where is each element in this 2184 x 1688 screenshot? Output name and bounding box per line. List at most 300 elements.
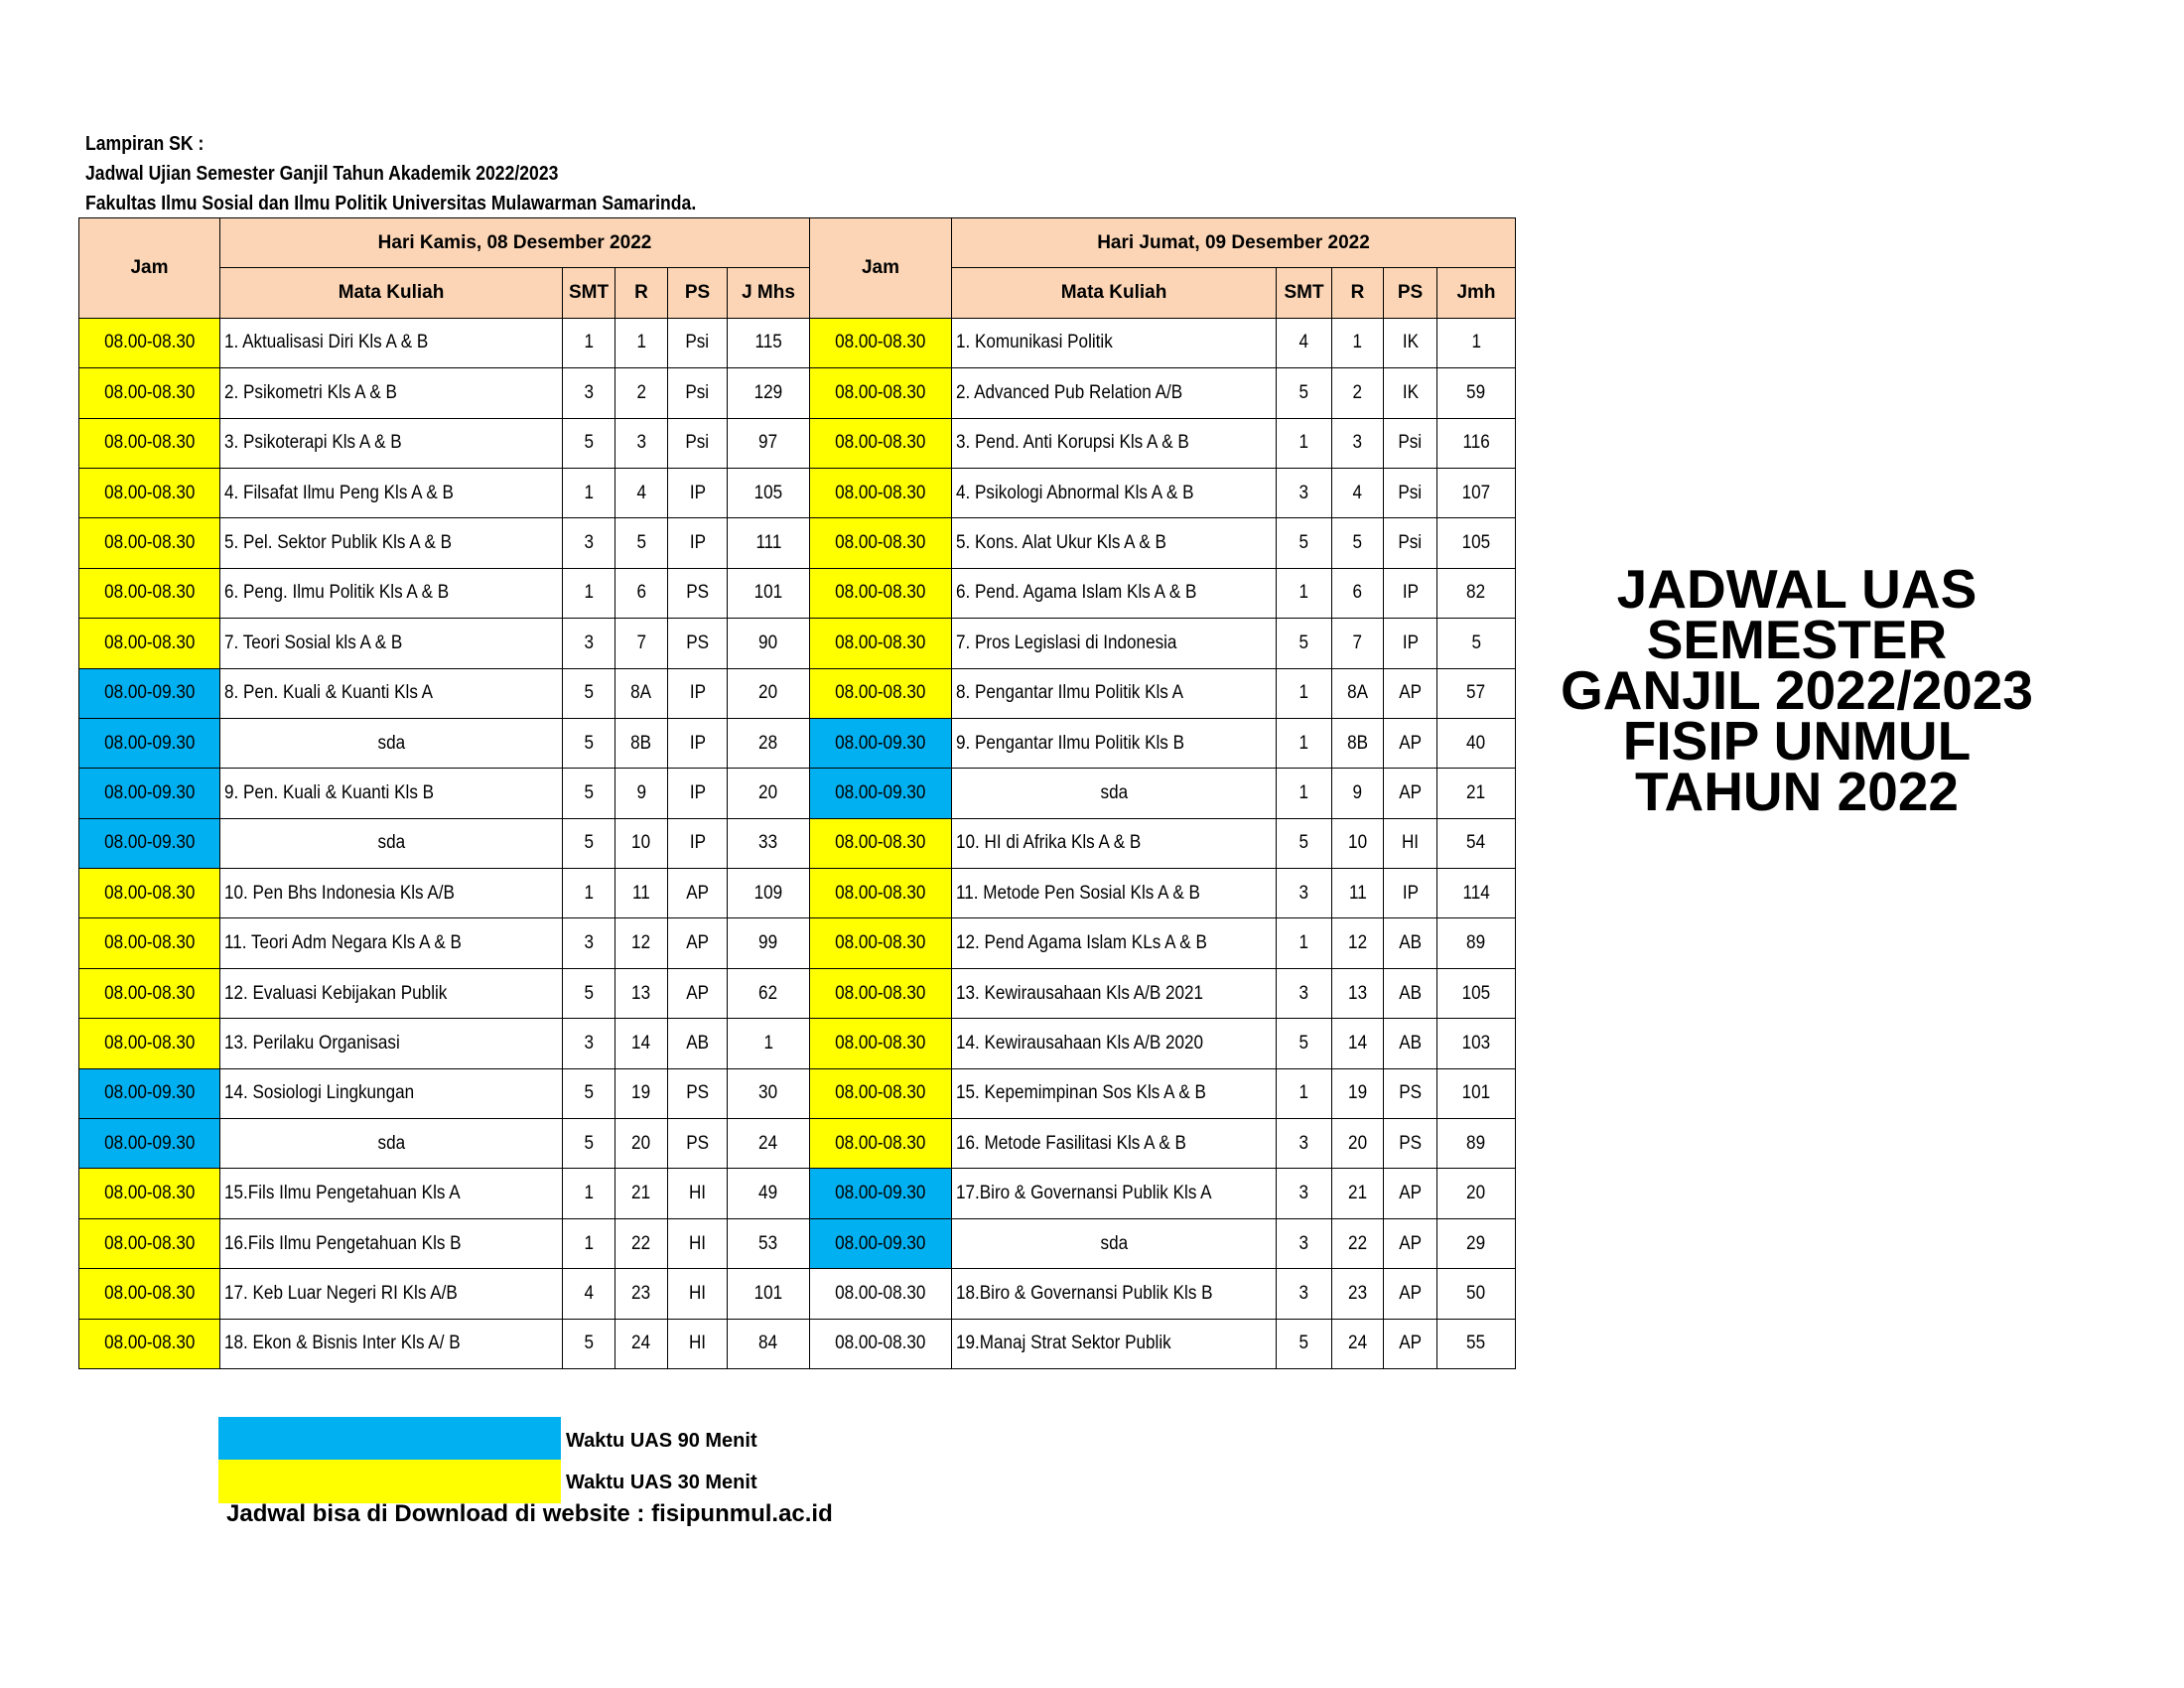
col-header: PS <box>668 268 728 318</box>
course-name: 13. Perilaku Organisasi <box>224 1032 400 1054</box>
course-name: 11. Teori Adm Negara Kls A & B <box>224 932 462 954</box>
course-cell <box>220 468 563 517</box>
course-cell <box>952 418 1277 468</box>
cell-value: 28 <box>758 732 778 754</box>
header-line-3: Fakultas Ilmu Sosial dan Ilmu Politik Universitas Mulawarman Samarinda. <box>85 193 697 214</box>
course-cell <box>220 668 563 718</box>
legend-label-90: Waktu UAS 90 Menit <box>566 1430 757 1452</box>
cell-value: 5 <box>584 781 594 803</box>
cell-ps <box>1384 1319 1437 1368</box>
cell-ps <box>668 318 728 367</box>
cell-value: 7 <box>1352 632 1363 653</box>
cell-value: AP <box>1399 1282 1422 1304</box>
cell-value: 1 <box>1298 582 1309 604</box>
side-title-line: JADWAL UAS <box>1616 558 1978 620</box>
jam-cell <box>810 1218 952 1268</box>
table-row <box>79 968 1516 1018</box>
cell-n <box>728 1218 810 1268</box>
table-row <box>79 918 1516 968</box>
cell-smt <box>1277 1169 1332 1218</box>
course-name: 11. Metode Pen Sosial Kls A & B <box>956 882 1200 904</box>
jam-text: 08.00-08.30 <box>835 582 926 604</box>
side-title-line: GANJIL 2022/2023 <box>1561 659 2033 721</box>
cell-n <box>728 769 810 818</box>
table-row <box>79 1169 1516 1218</box>
jam-text: 08.00-08.30 <box>103 482 196 503</box>
cell-n <box>1437 619 1516 668</box>
cell-n <box>728 1119 810 1169</box>
cell-n <box>1437 918 1516 968</box>
cell-n <box>728 1269 810 1319</box>
cell-value: 5 <box>584 1082 594 1104</box>
cell-value: 14 <box>631 1032 651 1054</box>
jam-cell <box>79 818 220 868</box>
cell-r <box>1332 1119 1384 1169</box>
course-cell <box>220 718 563 768</box>
jam-text: 08.00-09.30 <box>835 732 926 754</box>
cell-value: IK <box>1402 332 1419 353</box>
cell-ps <box>668 1169 728 1218</box>
jam-text: 08.00-08.30 <box>835 932 926 954</box>
cell-value: 19 <box>631 1082 651 1104</box>
cell-smt <box>563 1119 615 1169</box>
cell-ps <box>668 518 728 568</box>
cell-value: 5 <box>584 1132 594 1154</box>
course-name: 18. Ekon & Bisnis Inter Kls A/ B <box>224 1333 461 1354</box>
course-name: 3. Pend. Anti Korupsi Kls A & B <box>956 432 1189 454</box>
course-name: 3. Psikoterapi Kls A & B <box>224 432 402 454</box>
cell-value: 24 <box>631 1333 651 1354</box>
cell-r <box>1332 1019 1384 1068</box>
cell-ps <box>668 968 728 1018</box>
jam-cell <box>79 1218 220 1268</box>
cell-value: 8A <box>630 682 652 704</box>
cell-value: 99 <box>758 932 778 954</box>
cell-value: 10 <box>631 832 651 854</box>
jam-text: 08.00-08.30 <box>103 1032 196 1054</box>
cell-value: 105 <box>1461 982 1491 1004</box>
cell-value: 54 <box>1466 832 1486 854</box>
cell-value: 1 <box>1298 932 1309 954</box>
jam-cell <box>810 869 952 918</box>
header-line-1: Lampiran SK : <box>85 133 205 155</box>
cell-value: 1 <box>1298 781 1309 803</box>
cell-value: 13 <box>1347 982 1368 1004</box>
cell-smt <box>1277 1269 1332 1319</box>
cell-value: PS <box>686 632 709 653</box>
cell-value: Psi <box>1398 482 1423 503</box>
cell-value: 1 <box>1298 1082 1309 1104</box>
course-name: 10. HI di Afrika Kls A & B <box>956 832 1142 854</box>
course-name: 9. Pen. Kuali & Kuanti Kls B <box>224 781 435 803</box>
cell-n <box>728 568 810 618</box>
cell-ps <box>668 668 728 718</box>
col-header: Mata Kuliah <box>952 268 1277 318</box>
course-name: 10. Pen Bhs Indonesia Kls A/B <box>224 882 455 904</box>
cell-value: 49 <box>758 1183 778 1204</box>
cell-value: Psi <box>685 332 710 353</box>
table-row <box>79 769 1516 818</box>
col-header: Jmh <box>1437 268 1516 318</box>
cell-smt <box>563 368 615 418</box>
cell-value: PS <box>686 1082 709 1104</box>
cell-value: 5 <box>584 682 594 704</box>
cell-value: 14 <box>1347 1032 1368 1054</box>
cell-r <box>615 818 668 868</box>
jam-text: 08.00-08.30 <box>103 932 196 954</box>
jam-cell <box>79 769 220 818</box>
cell-value: 3 <box>584 632 594 653</box>
jam-text: 08.00-08.30 <box>103 1183 196 1204</box>
course-cell <box>220 869 563 918</box>
cell-n <box>728 318 810 367</box>
cell-n <box>728 1068 810 1118</box>
course-cell <box>220 769 563 818</box>
cell-value: 21 <box>1347 1183 1368 1204</box>
course-name: 2. Psikometri Kls A & B <box>224 381 397 403</box>
jam-text: 08.00-09.30 <box>103 832 196 854</box>
jam-cell <box>810 568 952 618</box>
cell-r <box>615 318 668 367</box>
jam-header-left: Jam <box>79 218 220 319</box>
cell-value: 24 <box>1347 1333 1368 1354</box>
cell-value: AP <box>1399 1232 1422 1254</box>
jam-cell <box>79 468 220 517</box>
cell-value: 3 <box>1298 1183 1309 1204</box>
jam-cell <box>810 668 952 718</box>
download-note: Jadwal bisa di Download di website : fisipunmul.ac.id <box>226 1500 833 1527</box>
cell-smt <box>1277 968 1332 1018</box>
cell-value: 3 <box>1298 1232 1309 1254</box>
cell-ps <box>1384 769 1437 818</box>
cell-n <box>728 1319 810 1368</box>
cell-n <box>1437 818 1516 868</box>
cell-value: 20 <box>1347 1132 1368 1154</box>
cell-value: 4 <box>1298 332 1309 353</box>
cell-value: Psi <box>685 381 710 403</box>
course-cell <box>952 769 1277 818</box>
cell-ps <box>1384 668 1437 718</box>
cell-ps <box>1384 1119 1437 1169</box>
cell-ps <box>668 1068 728 1118</box>
cell-value: AP <box>1399 1333 1422 1354</box>
cell-value: 3 <box>1298 982 1309 1004</box>
table-row <box>79 468 1516 517</box>
jam-text: 08.00-08.30 <box>835 1132 926 1154</box>
day1-title: Hari Kamis, 08 Desember 2022 <box>220 218 810 268</box>
course-name: 17.Biro & Governansi Publik Kls A <box>956 1183 1212 1204</box>
side-title-line: SEMESTER <box>1646 609 1948 670</box>
header-line-2: Jadwal Ujian Semester Ganjil Tahun Akademik 2022/2023 <box>85 163 559 185</box>
jam-text: 08.00-08.30 <box>835 332 926 353</box>
cell-value: 5 <box>1298 632 1309 653</box>
cell-r <box>1332 568 1384 618</box>
jam-text: 08.00-08.30 <box>103 582 196 604</box>
jam-text: 08.00-09.30 <box>835 781 926 803</box>
cell-r <box>1332 619 1384 668</box>
jam-cell <box>79 568 220 618</box>
jam-text: 08.00-09.30 <box>103 682 196 704</box>
cell-value: AB <box>1399 982 1422 1004</box>
cell-r <box>615 1269 668 1319</box>
cell-value: IP <box>689 532 706 554</box>
jam-text: 08.00-08.30 <box>103 982 196 1004</box>
cell-r <box>1332 368 1384 418</box>
cell-ps <box>668 769 728 818</box>
jam-cell <box>79 619 220 668</box>
jam-cell <box>810 1269 952 1319</box>
cell-value: 103 <box>1461 1032 1491 1054</box>
cell-n <box>728 718 810 768</box>
cell-ps <box>668 818 728 868</box>
course-cell <box>952 1119 1277 1169</box>
cell-n <box>1437 668 1516 718</box>
course-name: 15. Kepemimpinan Sos Kls A & B <box>956 1082 1206 1104</box>
table-row <box>79 869 1516 918</box>
cell-smt <box>1277 869 1332 918</box>
jam-cell <box>810 1119 952 1169</box>
jam-cell <box>79 869 220 918</box>
cell-value: Psi <box>1398 432 1423 454</box>
cell-value: 5 <box>636 532 646 554</box>
cell-value: 1 <box>584 1183 594 1204</box>
cell-value: 1 <box>584 582 594 604</box>
cell-value: 1 <box>763 1032 773 1054</box>
cell-r <box>615 1218 668 1268</box>
cell-r <box>615 468 668 517</box>
cell-n <box>1437 468 1516 517</box>
table-row <box>79 318 1516 367</box>
cell-value: IK <box>1402 381 1419 403</box>
cell-value: 29 <box>1466 1232 1486 1254</box>
course-name: 2. Advanced Pub Relation A/B <box>956 381 1183 403</box>
cell-value: 1 <box>636 332 646 353</box>
cell-value: 1 <box>584 1232 594 1254</box>
jam-cell <box>79 368 220 418</box>
jam-text: 08.00-08.30 <box>103 882 196 904</box>
cell-value: HI <box>688 1183 707 1204</box>
col-header: SMT <box>1277 268 1332 318</box>
cell-n <box>728 968 810 1018</box>
cell-value: AP <box>1399 732 1422 754</box>
cell-value: AP <box>1399 1183 1422 1204</box>
cell-value: 105 <box>1461 532 1491 554</box>
cell-value: HI <box>688 1232 707 1254</box>
cell-value: 57 <box>1466 682 1486 704</box>
cell-r <box>615 368 668 418</box>
course-name: 7. Teori Sosial kls A & B <box>224 632 403 653</box>
col-header: PS <box>1384 268 1437 318</box>
cell-smt <box>563 468 615 517</box>
table-row <box>79 1319 1516 1368</box>
course-cell <box>220 518 563 568</box>
jam-text: 08.00-08.30 <box>835 1282 926 1304</box>
course-name: 1. Komunikasi Politik <box>956 332 1113 353</box>
cell-r <box>615 1019 668 1068</box>
cell-smt <box>563 918 615 968</box>
cell-value: 30 <box>758 1082 778 1104</box>
jam-cell <box>79 1169 220 1218</box>
cell-ps <box>1384 518 1437 568</box>
cell-value: IP <box>689 482 706 503</box>
cell-n <box>1437 318 1516 367</box>
course-cell <box>952 1319 1277 1368</box>
course-name: 13. Kewirausahaan Kls A/B 2021 <box>956 982 1204 1004</box>
table-row <box>79 668 1516 718</box>
cell-value: 1 <box>1298 732 1309 754</box>
cell-n <box>728 619 810 668</box>
jam-text: 08.00-08.30 <box>835 1333 926 1354</box>
cell-r <box>615 1169 668 1218</box>
side-title-line: TAHUN 2022 <box>1634 761 1960 822</box>
cell-value: 3 <box>1298 482 1309 503</box>
cell-value: 89 <box>1466 1132 1486 1154</box>
cell-value: 9 <box>1352 781 1363 803</box>
jam-text: 08.00-08.30 <box>835 482 926 503</box>
cell-value: AP <box>686 932 709 954</box>
jam-text: 08.00-08.30 <box>103 532 196 554</box>
cell-value: 105 <box>753 482 783 503</box>
cell-n <box>1437 1169 1516 1218</box>
cell-value: 12 <box>1347 932 1368 954</box>
cell-value: PS <box>1399 1132 1422 1154</box>
cell-ps <box>668 568 728 618</box>
cell-value: 20 <box>1466 1183 1486 1204</box>
course-cell <box>220 1269 563 1319</box>
cell-r <box>615 769 668 818</box>
cell-ps <box>1384 718 1437 768</box>
jam-text: 08.00-08.30 <box>835 882 926 904</box>
cell-value: 129 <box>753 381 783 403</box>
cell-n <box>728 818 810 868</box>
jam-cell <box>810 718 952 768</box>
course-name: 14. Sosiologi Lingkungan <box>224 1082 415 1104</box>
cell-value: 23 <box>631 1282 651 1304</box>
cell-ps <box>668 1019 728 1068</box>
table-row <box>79 518 1516 568</box>
cell-r <box>1332 718 1384 768</box>
cell-value: 101 <box>1461 1082 1491 1104</box>
cell-r <box>1332 818 1384 868</box>
jam-cell <box>810 1169 952 1218</box>
jam-cell <box>79 1119 220 1169</box>
cell-value: 10 <box>1347 832 1368 854</box>
jam-cell <box>79 318 220 367</box>
cell-value: 5 <box>584 982 594 1004</box>
cell-ps <box>668 918 728 968</box>
table-row <box>79 1218 1516 1268</box>
jam-cell <box>79 1269 220 1319</box>
table-row <box>79 1119 1516 1169</box>
table-row <box>79 1269 1516 1319</box>
table-row <box>79 619 1516 668</box>
table-row <box>79 718 1516 768</box>
jam-text: 08.00-09.30 <box>103 1132 196 1154</box>
course-name: 6. Peng. Ilmu Politik Kls A & B <box>224 582 450 604</box>
cell-ps <box>1384 318 1437 367</box>
cell-ps <box>1384 468 1437 517</box>
col-header: Mata Kuliah <box>220 268 563 318</box>
course-name: sda <box>1100 1232 1128 1254</box>
cell-n <box>728 368 810 418</box>
cell-value: 23 <box>1347 1282 1368 1304</box>
course-cell <box>952 1218 1277 1268</box>
jam-cell <box>810 968 952 1018</box>
cell-n <box>728 918 810 968</box>
course-name: 7. Pros Legislasi di Indonesia <box>956 632 1177 653</box>
course-cell <box>952 918 1277 968</box>
cell-value: 40 <box>1466 732 1486 754</box>
course-name: 15.Fils Ilmu Pengetahuan Kls A <box>224 1183 461 1204</box>
cell-ps <box>668 1119 728 1169</box>
jam-text: 08.00-08.30 <box>103 432 196 454</box>
course-name: 4. Filsafat Ilmu Peng Kls A & B <box>224 482 454 503</box>
cell-smt <box>563 1218 615 1268</box>
cell-smt <box>563 1068 615 1118</box>
jam-text: 08.00-09.30 <box>835 1183 926 1204</box>
jam-cell <box>810 818 952 868</box>
jam-text: 08.00-09.30 <box>835 1232 926 1254</box>
jam-text: 08.00-08.30 <box>835 832 926 854</box>
jam-text: 08.00-08.30 <box>103 1333 196 1354</box>
cell-value: 55 <box>1466 1333 1486 1354</box>
cell-ps <box>668 368 728 418</box>
jam-cell <box>810 918 952 968</box>
cell-r <box>1332 1218 1384 1268</box>
cell-value: 13 <box>631 982 651 1004</box>
cell-n <box>728 468 810 517</box>
cell-smt <box>563 518 615 568</box>
cell-smt <box>563 968 615 1018</box>
cell-value: 1 <box>584 332 594 353</box>
cell-r <box>615 619 668 668</box>
cell-value: 4 <box>636 482 646 503</box>
cell-ps <box>1384 568 1437 618</box>
cell-smt <box>1277 318 1332 367</box>
jam-cell <box>810 1019 952 1068</box>
cell-smt <box>563 318 615 367</box>
cell-value: 3 <box>584 1032 594 1054</box>
jam-text: 08.00-08.30 <box>835 432 926 454</box>
cell-value: HI <box>688 1282 707 1304</box>
cell-value: 12 <box>631 932 651 954</box>
cell-value: 11 <box>632 882 650 904</box>
cell-value: 9 <box>636 781 646 803</box>
cell-smt <box>1277 818 1332 868</box>
cell-r <box>1332 769 1384 818</box>
cell-value: 3 <box>584 532 594 554</box>
course-cell <box>220 968 563 1018</box>
jam-text: 08.00-09.30 <box>103 781 196 803</box>
cell-value: PS <box>1399 1082 1422 1104</box>
cell-r <box>615 918 668 968</box>
course-cell <box>220 418 563 468</box>
side-title-line: FISIP UNMUL <box>1622 710 1972 772</box>
cell-value: PS <box>686 1132 709 1154</box>
cell-value: 8B <box>1347 732 1368 754</box>
cell-value: 3 <box>584 932 594 954</box>
cell-value: 4 <box>584 1282 594 1304</box>
jam-text: 08.00-08.30 <box>103 632 196 653</box>
jam-cell <box>79 668 220 718</box>
cell-value: 101 <box>753 582 783 604</box>
cell-value: 109 <box>753 882 783 904</box>
cell-ps <box>1384 918 1437 968</box>
cell-smt <box>563 1269 615 1319</box>
cell-n <box>728 418 810 468</box>
cell-value: 5 <box>584 1333 594 1354</box>
cell-value: 20 <box>631 1132 651 1154</box>
